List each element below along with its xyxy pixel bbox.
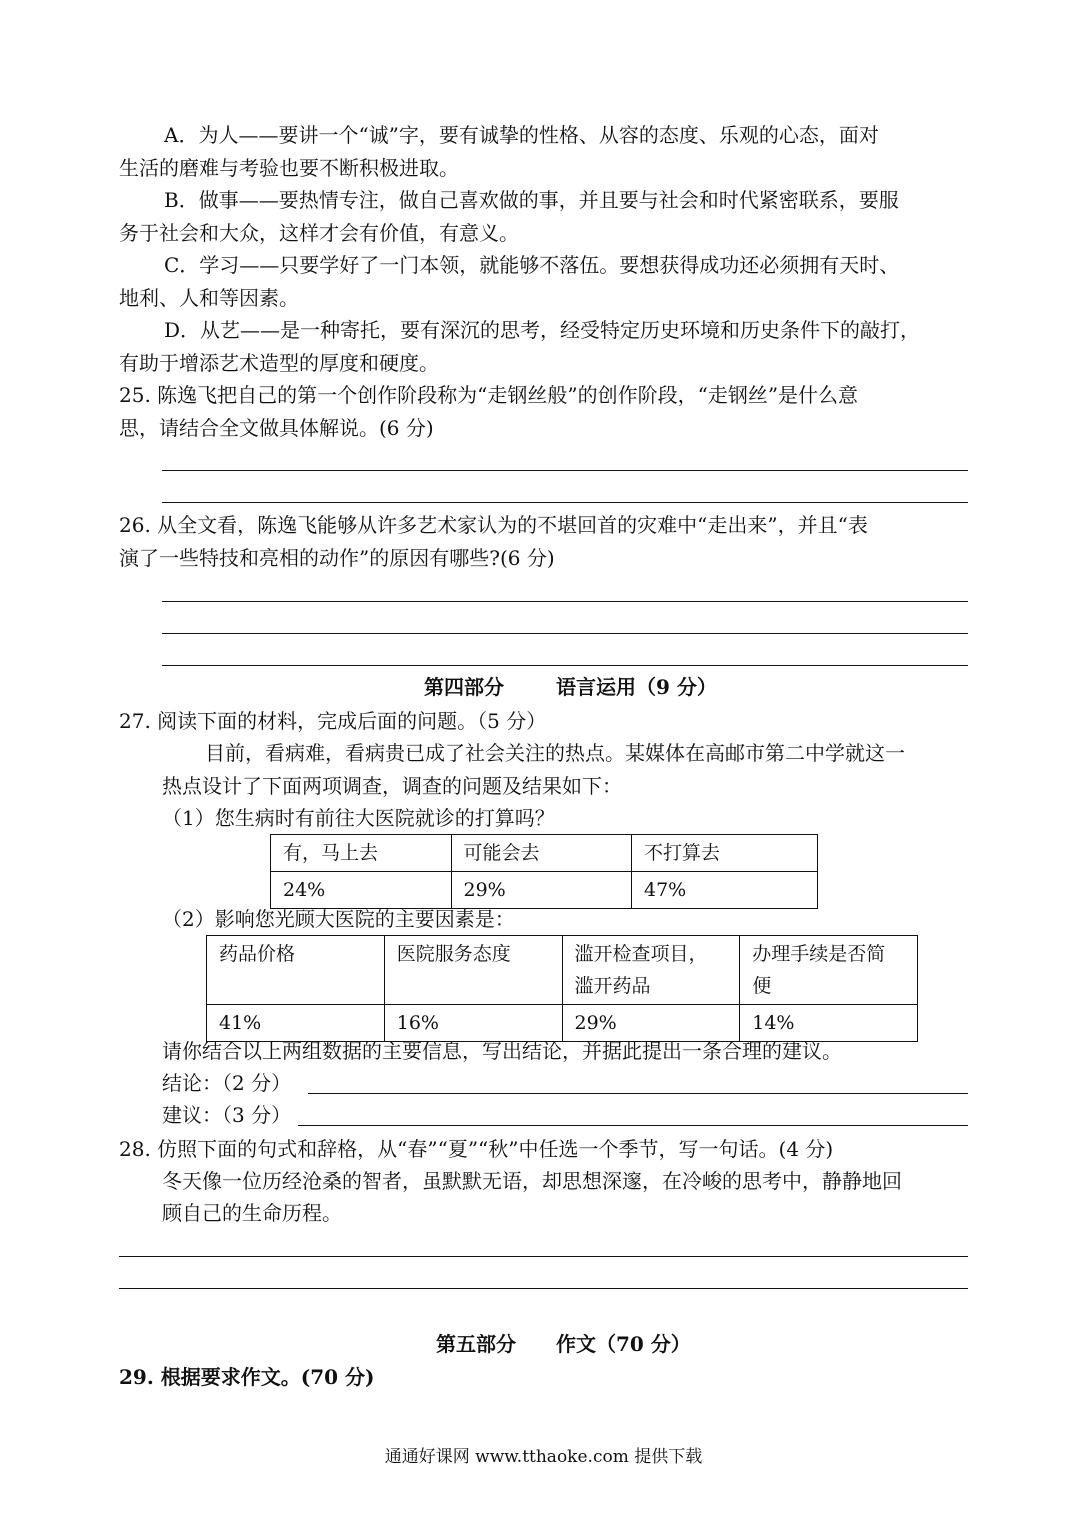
option-a-line2: 生活的磨难与考验也要不断积极进取。 <box>119 156 459 180</box>
cell-text: 滥开药品 <box>574 975 651 997</box>
cell-text: 滥开检查项目， <box>574 943 708 965</box>
q25-line2: 思，请结合全文做具体解说。(6 分) <box>119 416 434 440</box>
table-cell: 41% <box>207 1005 385 1042</box>
part5-title: 第五部分 <box>436 1332 516 1356</box>
q27-paragraph-line2: 热点设计了下面两项调查，调查的问题及结果如下： <box>162 774 622 798</box>
survey2-table <box>206 935 918 1042</box>
table-cell: 不打算去 <box>632 835 818 872</box>
q25-line1: 25. 陈逸飞把自己的第一个创作阶段称为“走钢丝般”的创作阶段，“走钢丝”是什么意 <box>119 383 859 407</box>
conclusion-label: 结论：（2 分） <box>162 1071 292 1095</box>
suggestion-answer-line[interactable] <box>298 1125 968 1126</box>
option-b-line2: 务于社会和大众，这样才会有价值，有意义。 <box>119 221 519 245</box>
q28-header: 28. 仿照下面的句式和辞格，从“春”“夏”“秋”中任选一个季节，写一句话。(4 分) <box>119 1137 834 1161</box>
q27-prompt: 请你结合以上两组数据的主要信息，写出结论，并据此提出一条合理的建议。 <box>162 1039 842 1063</box>
suggestion-label: 建议：（3 分） <box>162 1103 292 1127</box>
q28-answer-line-1[interactable] <box>119 1256 968 1257</box>
option-d-line2: 有助于增添艺术造型的厚度和硬度。 <box>119 351 439 375</box>
survey1-question: （1）您生病时有前往大医院就诊的打算吗？ <box>162 806 555 830</box>
cell-text: 办理手续是否简 <box>752 943 886 965</box>
table-cell <box>740 936 918 1005</box>
table-cell: 14% <box>740 1005 918 1042</box>
q27-header: 27. 阅读下面的材料，完成后面的问题。（5 分） <box>119 709 547 733</box>
part5-subtitle: 作文（70 分） <box>556 1332 691 1356</box>
q29-header: 29. 根据要求作文。(70 分) <box>119 1365 375 1389</box>
q26-answer-line-3[interactable] <box>162 665 968 666</box>
table-cell: 29% <box>451 872 632 909</box>
part4-title: 第四部分 <box>424 675 504 699</box>
q28-example-line2: 顾自己的生命历程。 <box>162 1201 342 1225</box>
cell-text: 医院服务态度 <box>396 943 511 965</box>
table-cell: 16% <box>384 1005 562 1042</box>
table-cell <box>384 936 562 1005</box>
option-d-line1: D．从艺——是一种寄托，要有深沉的思考，经受特定历史环境和历史条件下的敲打， <box>164 318 921 342</box>
table-row <box>271 835 818 872</box>
q25-answer-line-1[interactable] <box>162 470 968 471</box>
page-footer: 通通好课网 www.tthaoke.com 提供下载 <box>384 1447 703 1467</box>
table-cell <box>562 936 740 1005</box>
q28-answer-line-2[interactable] <box>119 1288 968 1289</box>
option-c-line2: 地利、人和等因素。 <box>119 286 299 310</box>
part4-subtitle: 语言运用（9 分） <box>556 675 717 699</box>
conclusion-answer-line[interactable] <box>308 1093 968 1094</box>
table-cell: 47% <box>632 872 818 909</box>
option-b-line1: B．做事——要热情专注，做自己喜欢做的事，并且要与社会和时代紧密联系，要服 <box>164 188 899 212</box>
q26-line1: 26. 从全文看，陈逸飞能够从许多艺术家认为的不堪回首的灾难中“走出来”，并且“表 <box>119 513 868 537</box>
table-row <box>207 936 918 1005</box>
q26-line2: 演了一些特技和亮相的动作”的原因有哪些?(6 分) <box>119 546 555 570</box>
table-cell: 24% <box>271 872 452 909</box>
table-cell <box>207 936 385 1005</box>
survey2-question: （2）影响您光顾大医院的主要因素是： <box>162 907 515 931</box>
q26-answer-line-1[interactable] <box>162 601 968 602</box>
option-c-line1: C．学习——只要学好了一门本领，就能够不落伍。要想获得成功还必须拥有天时、 <box>164 253 900 277</box>
q27-paragraph-line1: 目前，看病难，看病贵已成了社会关注的热点。某媒体在高邮市第二中学就这一 <box>205 741 905 765</box>
cell-text: 药品价格 <box>219 943 296 965</box>
table-cell: 可能会去 <box>451 835 632 872</box>
q25-answer-line-2[interactable] <box>162 502 968 503</box>
q26-answer-line-2[interactable] <box>162 633 968 634</box>
survey1-table <box>270 834 818 909</box>
table-cell: 29% <box>562 1005 740 1042</box>
cell-text: 便 <box>752 975 772 997</box>
table-cell: 有，马上去 <box>271 835 452 872</box>
option-a-line1: A．为人——要讲一个“诚”字，要有诚挚的性格、从容的态度、乐观的心态，面对 <box>164 123 879 147</box>
q28-example-line1: 冬天像一位历经沧桑的智者，虽默默无语，却思想深邃，在冷峻的思考中，静静地回 <box>162 1169 902 1193</box>
